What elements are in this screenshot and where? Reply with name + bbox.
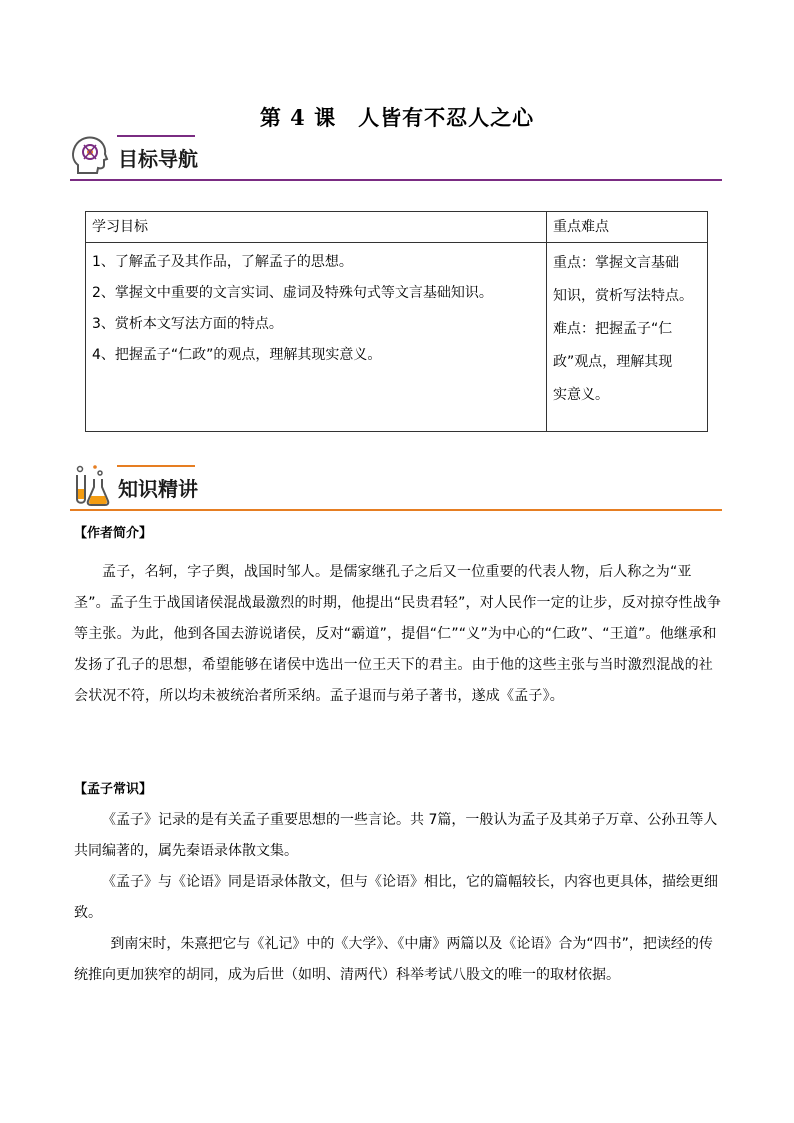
key-line: 重点：掌握文言基础 bbox=[553, 255, 679, 271]
goals-table bbox=[85, 211, 708, 432]
mencius-paragraph-3: 到南宋时，朱熹把它与《礼记》中的《大学》、《中庸》两篇以及《论语》合为“四书”，把读经的传统推向更加狭窄的胡同，成为后世（如明、清两代）科举考试八股文的唯一的取材依据。 bbox=[74, 936, 713, 983]
flask-icon bbox=[70, 463, 110, 507]
header-key-points: 重点难点 bbox=[547, 212, 708, 243]
goal-item: 1、了解孟子及其作品，了解孟子的思想。 bbox=[92, 254, 353, 270]
mencius-heading: 【孟子常识】 bbox=[74, 782, 153, 797]
head-target-icon bbox=[70, 133, 110, 177]
goal-item: 4、把握孟子“仁政”的观点，理解其现实意义。 bbox=[92, 347, 382, 363]
key-points-cell bbox=[547, 243, 708, 432]
key-line: 知识，赏析写法特点。 bbox=[553, 288, 693, 304]
key-line: 实意义。 bbox=[553, 387, 609, 403]
table-row bbox=[86, 243, 708, 432]
mencius-section bbox=[74, 778, 724, 991]
table-header-row bbox=[86, 212, 708, 243]
author-heading: 【作者简介】 bbox=[74, 526, 153, 541]
header-deco-line bbox=[117, 135, 195, 137]
mencius-paragraph-2: 《孟子》与《论语》同是语录体散文，但与《论语》相比，它的篇幅较长，内容也更具体，描绘更细致。 bbox=[74, 874, 718, 921]
author-paragraph: 孟子，名轲，字子舆，战国时邹人。是儒家继孔子之后又一位重要的代表人物，后人称之为“亚圣”。孟子生于战国诸侯混战最激烈的时期，他提出“民贵君轻”，对人民作一定的让步，反对掠夺性战争等主张。为此，他到各国去游说诸侯，反对“霸道”，提倡“仁”“义”为中心的“仁政”、“王道”。他继承和发扬了孔子的思想，希望能够在诸侯中选出一位王天下的君主。由于他的这些主张与当时激烈混战的社会状况不符，所以均未被统治者所采纳。孟子退而与弟子著书，遂成《孟子》。 bbox=[74, 564, 722, 704]
header-learning-goals: 学习目标 bbox=[86, 212, 547, 243]
goal-item: 3、赏析本文写法方面的特点。 bbox=[92, 316, 283, 332]
section-header-goals bbox=[70, 133, 722, 185]
section-title-goals: 目标导航 bbox=[118, 147, 198, 171]
key-line: 政”观点，理解其现 bbox=[553, 354, 673, 370]
section-header-knowledge bbox=[70, 463, 722, 515]
key-line: 难点：把握孟子“仁 bbox=[553, 321, 673, 337]
header-deco-line bbox=[117, 465, 195, 467]
author-section bbox=[74, 522, 724, 712]
page-title: 第 4 课 人皆有不忍人之心 bbox=[259, 105, 535, 130]
mencius-paragraph-1: 《孟子》记录的是有关孟子重要思想的一些言论。共 7篇，一般认为孟子及其弟子万章、公孙丑等人共同编著的，属先秦语录体散文集。 bbox=[74, 812, 718, 859]
goal-item: 2、掌握文中重要的文言实词、虚词及特殊句式等文言基础知识。 bbox=[92, 285, 493, 301]
header-rule bbox=[70, 179, 722, 181]
goals-cell bbox=[86, 243, 547, 432]
section-title-knowledge: 知识精讲 bbox=[118, 477, 198, 501]
header-rule bbox=[70, 509, 722, 511]
